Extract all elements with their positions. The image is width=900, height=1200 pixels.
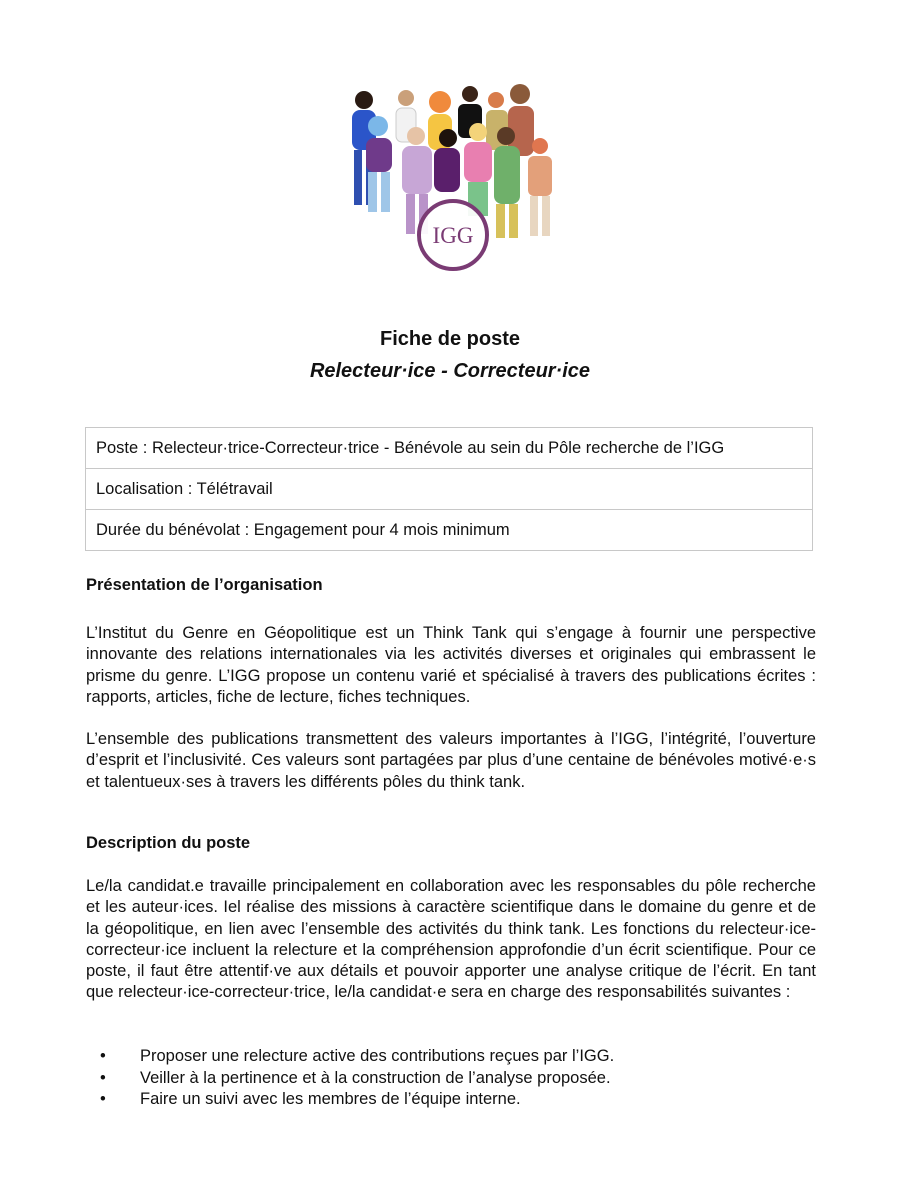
description-section: [86, 834, 816, 853]
info-location: Localisation : Télétravail: [86, 469, 813, 510]
table-row: [86, 428, 813, 469]
bullet-icon: •: [100, 1090, 106, 1108]
page-subtitle: Relecteur·ice - Correcteur·ice: [309, 360, 591, 382]
table-row: [86, 510, 813, 551]
page-title: Fiche de poste: [379, 328, 521, 350]
presentation-paragraph-1: L’Institut du Genre en Géopolitique est un Think Tank qui s’engage à fournir une perspective innovante des relations internationales via les activités diverses et originales qui embrassent le prisme du genre. L’IGG propose un contenu varié et spécialisé à travers des publications écrites : rapports, articles, fiche de lecture, fiches techniques.: [86, 624, 816, 706]
description-heading: Description du poste: [86, 834, 251, 852]
responsibilities-list: [86, 1046, 816, 1111]
list-item: [86, 1089, 816, 1111]
list-item-text: Proposer une relecture active des contributions reçues par l’IGG.: [140, 1047, 615, 1065]
list-item: [86, 1046, 816, 1068]
list-item: [86, 1068, 816, 1090]
job-info-table: [85, 427, 813, 551]
logo-text: IGG: [432, 223, 474, 248]
table-row: [86, 469, 813, 510]
presentation-paragraph-1-wrap: [86, 623, 816, 708]
info-duration: Durée du bénévolat : Engagement pour 4 mois minimum: [86, 510, 813, 551]
presentation-paragraph-2-wrap: [86, 729, 816, 793]
description-paragraph-wrap: [86, 876, 816, 1004]
info-position: Poste : Relecteur·trice-Correcteur·trice - Bénévole au sein du Pôle recherche de l’IGG: [86, 428, 813, 469]
list-item-text: Veiller à la pertinence et à la construction de l’analyse proposée.: [140, 1068, 611, 1087]
presentation-section: [86, 576, 816, 595]
description-paragraph: Le/la candidat.e travaille principalement en collaboration avec les responsables du pôle recherche et les auteur·ices. Iel réalise des missions à caractère scientifique dans le domaine du genre et de la géopolitique, en lien avec l’ensemble des activités du think tank. Les fonctions du relecteur·ice-correcteur·ice incluent la relecture et la compréhension approfondie d’un écrit scientifique. Pour ce poste, il faut être attentif·ve aux détails et pouvoir apporter une analyse critique de l’écrit. En tant que relecteur·ice-correcteur·trice, le/la candidat·e sera en charge des responsabilités suivantes :: [86, 877, 816, 1002]
presentation-heading: Présentation de l’organisation: [86, 576, 323, 594]
presentation-paragraph-2: L’ensemble des publications transmettent des valeurs importantes à l’IGG, l’intégrité, l’ouverture d’esprit et l’inclusivité. Ces valeurs sont partagées par plus d’une centaine de bénévoles motivé·e·s et talentueux·ses à travers les différents pôles du think tank.: [86, 730, 816, 791]
list-item-text: Faire un suivi avec les membres de l’équipe interne.: [140, 1090, 521, 1108]
bullet-icon: •: [100, 1068, 106, 1087]
bullet-icon: •: [100, 1047, 106, 1065]
igg-logo-illustration: [328, 80, 568, 280]
